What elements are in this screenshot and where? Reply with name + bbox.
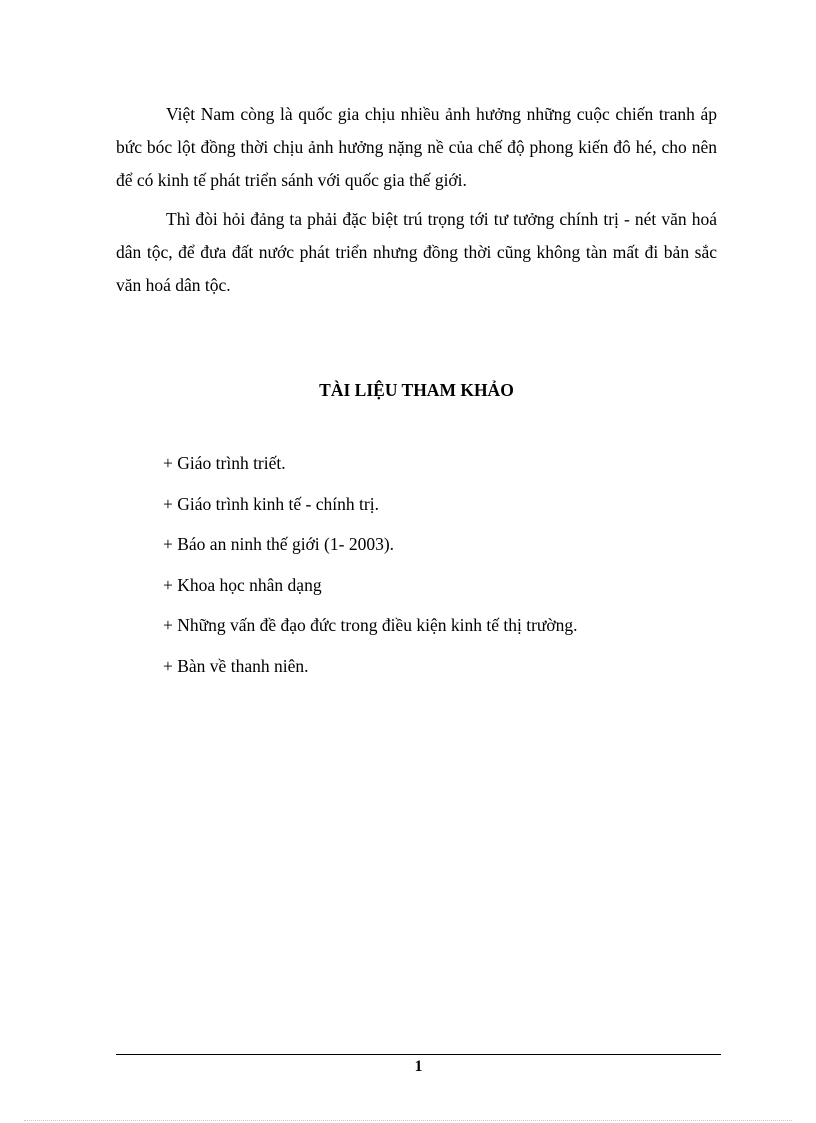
footer-divider — [116, 1054, 721, 1055]
page-number: 1 — [414, 1058, 423, 1075]
body-paragraph-1: Việt Nam còng là quốc gia chịu nhiều ảnh hưởng những cuộc chiến tranh áp bức bóc lột đồng thời chịu ảnh hưởng nặng nề của chế độ phong kiến đô hé, cho nên để có kinh tế phát triển sánh với quốc gia thế giới. — [116, 104, 717, 190]
reference-item: + Khoa học nhân dạng — [163, 574, 322, 595]
reference-item: + Những vấn đề đạo đức trong điều kiện kinh tế thị trường. — [163, 615, 578, 635]
reference-item: + Báo an ninh thế giới (1- 2003). — [163, 534, 395, 554]
page-bottom-edge — [24, 1120, 792, 1121]
references-heading: TÀI LIỆU THAM KHẢO — [319, 380, 514, 400]
body-paragraph-2: Thì đòi hỏi đảng ta phải đặc biệt trú trọng tới tư tưởng chính trị - nét văn hoá dân tộc, để đưa đất nước phát triển nhưng đồng thời cũng không tàn mất đi bản sắc văn hoá dân tộc. — [116, 209, 717, 295]
reference-item: + Giáo trình kinh tế - chính trị. — [163, 493, 379, 514]
references-list — [163, 450, 723, 693]
reference-item: + Bàn về thanh niên. — [163, 655, 309, 676]
reference-item: + Giáo trình triết. — [163, 453, 286, 473]
